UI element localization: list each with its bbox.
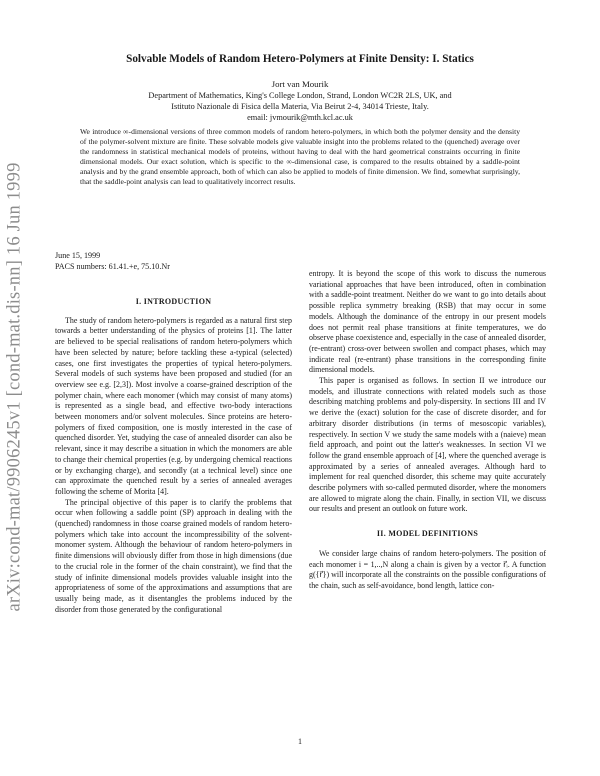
arxiv-identifier: arXiv:cond-mat/9906245v1 [cond-mat.dis-nn] 16 Jun 1999 — [4, 162, 25, 612]
paper-title: Solvable Models of Random Hetero-Polymers at Finite Density: I. Statics — [126, 53, 474, 65]
author-email: email: jvmourik@mth.kcl.ac.uk — [247, 113, 353, 122]
left-column — [55, 297, 292, 615]
paragraph: entropy. It is beyond the scope of this work to discuss the numerous variational approaches that have been introduced, often in combination with a saddle-point treatment. Neither do we want to go into details about possible replica symmetry breaking (RSB) that may occur in some models. Although the dominance of the entropy in our present models does not permit real phase transitions at finite temperatures, we do observe phase coexistence and, especially in the case of annealed disorder, (re-entrant) cross-over between swollen and compact phases, which may indicate real (re-entrant) phase transitions in the corresponding finite dimensional models. — [309, 269, 546, 375]
arxiv-stamp — [2, 152, 28, 622]
paragraph: We consider large chains of random hetero-polymers. The position of each monomer i = 1,..,N along a chain is given by a vector r⃗ᵢ. A function g({r⃗}) will incorporate all the constraints on the possible configurations of the chain, such as self-avoidance, bond length, lattice con- — [309, 548, 546, 590]
paragraph: This paper is organised as follows. In section II we introduce our models, and illustrate connections with related models such as those describing matching problems and poly-dispersity. In sections III and IV we derive the (exact) solution for the case of discrete disorder, and for arbitrary disorder distributions (in terms of mesoscopic variables), respectively. In section V we study the same models with a (naieve) mean field approach, and point out the latter's weaknesses. In section VI we follow the grand ensemble approach of [4], where the quenched average is approximated by a series of annealed averages. Although hard to implement for real quenched disorder, this scheme may quite accurately describe polymers with so-called permuted disorder, where the monomers are allowed to migrate along the chain. Finally, in section VII, we discuss our results and present an outlook on future work. — [309, 376, 546, 514]
paragraph: The study of random hetero-polymers is regarded as a natural first step towards a better understanding of the physics of proteins [1]. The latter are believed to be special realisations of random hetero-polymers which have been selected by nature; before tackling these a-typical (selected) cases, one first investigates the properties of typical hetero-polymers. Several models of such systems have been proposed and studied (for an overview see e.g. [2,3]). Most involve a coarse-grained description of the polymer chain, where each monomer (which may consist of many atoms) is represented as a single bead, and effective two-body interactions between monomers and/or solvent molecules. Since proteins are hetero-polymers of fixed composition, one is mostly interested in the case of quenched disorder. Yet, studying the case of annealed disorder can also be relevant, since it may describe a situation in which the monomers are able to change their chemical properties (e.g. by undergoing chemical reactions or by exchanging charge), and secondly (at a technical level) since one can approximate the quenched result by a series of annealed averages following the scheme of Morita [4]. — [55, 315, 292, 496]
affiliation-line: Department of Mathematics, King's College London, Strand, London WC2R 2LS, UK, and — [148, 91, 452, 100]
affiliation-line: Istituto Nazionale di Fisica della Materia, Via Beirut 2-4, 34014 Trieste, Italy. — [171, 102, 429, 111]
abstract: We introduce ∞-dimensional versions of three common models of random hetero-polymers, in which both the polymer density and the density of the polymer-solvent mixture are finite. These solvable models give valuable insight into the problems related to the (quenched) average over the randomness in statistical mechanical models of proteins, without having to deal with the hard geometrical constraints occurring in finite dimensional models. Our exact solution, which is specific to the ∞-dimensional case, is compared to the results obtained by a saddle-point analysis and by the grand ensemble approach, both of which can also be applied to models of finite dimension. We find, somewhat surprisingly, that the saddle-point analysis can lead to qualitatively incorrect results. — [80, 127, 520, 186]
paragraph: The principal objective of this paper is to clarify the problems that occur when following a saddle point (SP) approach in dealing with the (quenched) randomness in those coarse grained models of random hetero-polymers which take into account the incompressibility of the solvent-monomer system. Although the behaviour of random hetero-polymers in finite dimensions will obviously differ from those in high dimensions (due to the crucial role in the former of the chain constraint), we find that the study of infinite dimensional models provides valuable insight into the appropriateness of some of the approximations and assumptions that are usually being made, as it disentangles the problems induced by the disorder from those generated by the configurational — [55, 497, 292, 614]
pacs-numbers: PACS numbers: 61.41.+e, 75.10.Nr — [55, 262, 170, 271]
right-column — [309, 269, 546, 592]
page-number: 1 — [298, 737, 302, 746]
affiliation-block — [60, 90, 540, 123]
section-heading-model-definitions: II. MODEL DEFINITIONS — [376, 529, 479, 539]
paper-meta — [55, 250, 170, 272]
section-heading-introduction: I. INTRODUCTION — [135, 297, 212, 306]
author-name: Jort van Mourik — [271, 79, 329, 89]
paper-date: June 15, 1999 — [55, 251, 101, 260]
